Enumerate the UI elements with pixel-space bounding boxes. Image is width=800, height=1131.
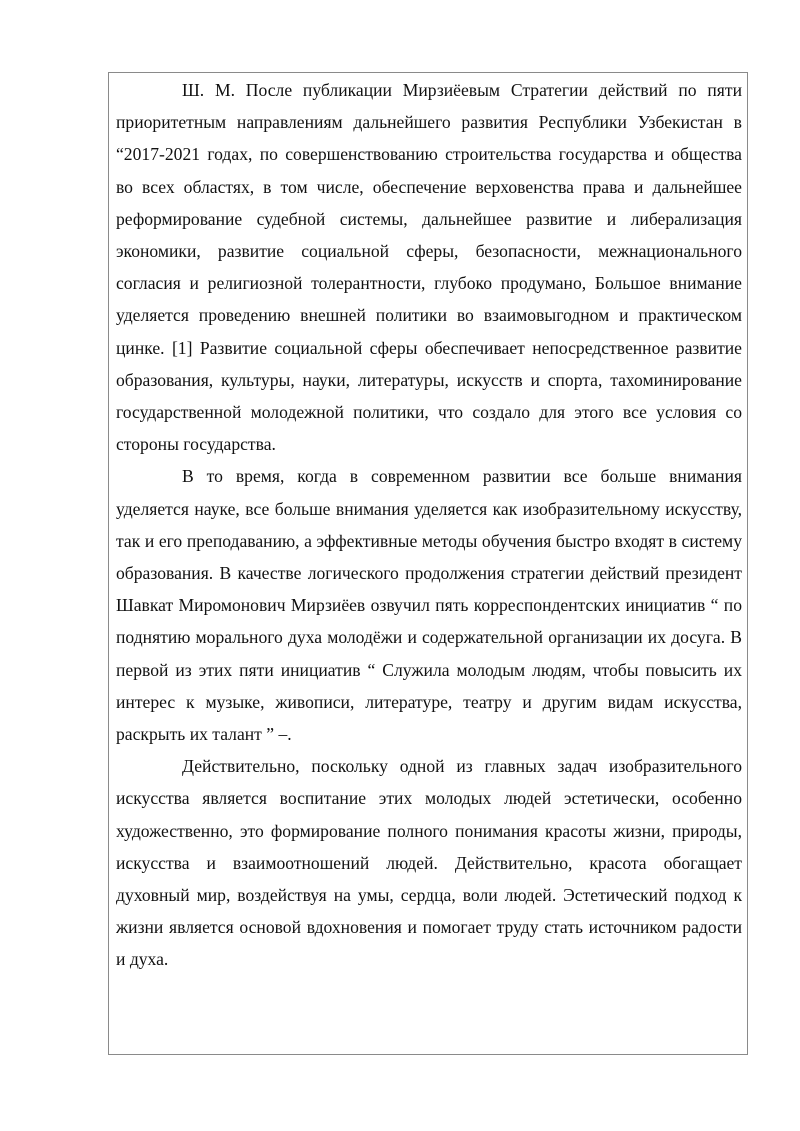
document-body — [116, 74, 742, 976]
paragraph-2: В то время, когда в современном развитии все больше внимания уделяется науке, все больше внимания уделяется как изобразительному искусству, так и его преподаванию, а эффективные методы обучения быстро входят в систему образования. В качестве логического продолжения стратегии действий президент Шавкат Миромонович Мирзиёев озвучил пять корреспондентских инициатив “ по поднятию морального духа молодёжи и содержательной организации их досуга. В первой из этих пяти инициатив “ Служила молодым людям, чтобы повысить их интерес к музыке, живописи, литературе, театру и другим видам искусства, раскрыть их талант ” –. — [116, 466, 742, 745]
paragraph-1: Ш. М. После публикации Мирзиёевым Стратегии действий по пяти приоритетным направлениям дальнейшего развития Республики Узбекистан в “2017-2021 годах, по совершенствованию строительства государства и общества во всех областях, в том числе, обеспечение верховенства права и дальнейшее реформирование судебной системы, дальнейшее развитие и либерализация экономики, развитие социальной сферы, безопасности, межнационального согласия и религиозной толерантности, глубоко продумано, Большое внимание уделяется проведению внешней политики во взаимовыгодном и практическом цинке. [1] Развитие социальной сферы обеспечивает непосредственное развитие образования, культуры, науки, литературы, искусств и спорта, тахоминирование государственной молодежной политики, что создало для этого все условия со стороны государства. — [116, 80, 742, 455]
paragraph-3: Действительно, поскольку одной из главных задач изобразительного искусства является воспитание этих молодых людей эстетически, особенно художественно, это формирование полного понимания красоты жизни, природы, искусства и взаимоотношений людей. Действительно, красота обогащает духовный мир, воздействуя на умы, сердца, воли людей. Эстетический подход к жизни является основой вдохновения и помогает труду стать источником радости и духа. — [116, 756, 742, 970]
